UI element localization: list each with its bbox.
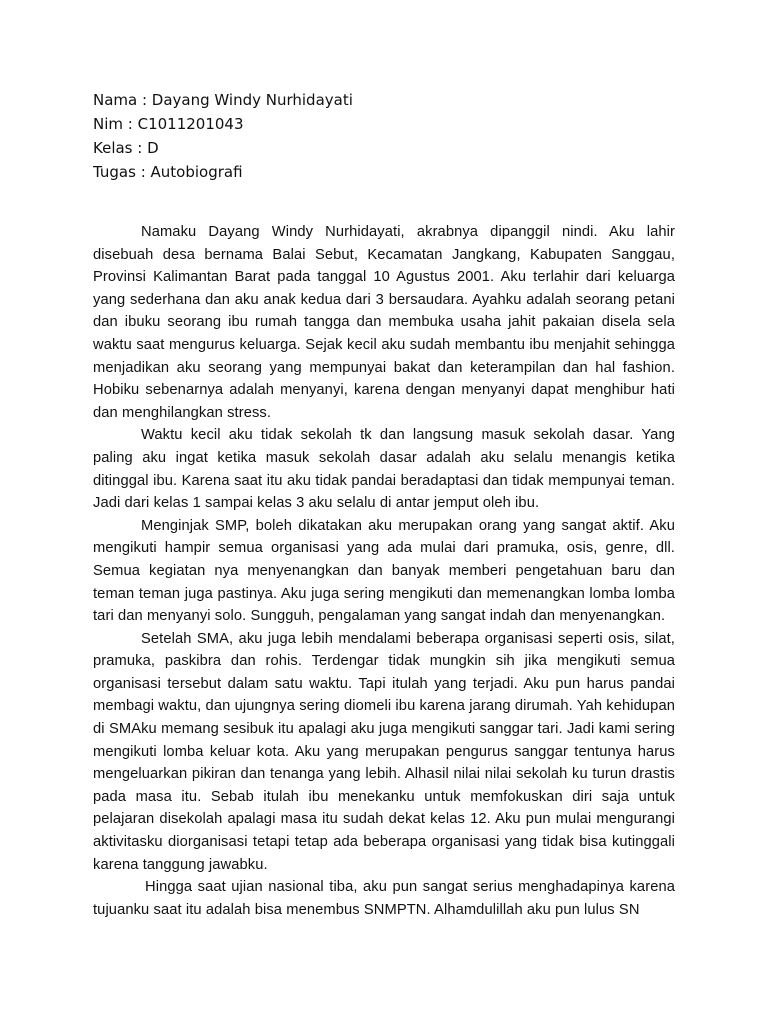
autobiography-body [93, 221, 675, 921]
assignment-line: Tugas : Autobiografi [93, 163, 243, 181]
class-line: Kelas : D [93, 139, 159, 157]
paragraph-4-senior-high: Setelah SMA, aku juga lebih mendalami beberapa organisasi seperti osis, silat, pramuka, paskibra dan rohis. Terdengar tidak mungkin sih jika mengikuti semua organisasi tersebut dalam satu waktu. Tapi itulah yang terjadi. Aku pun harus pandai membagi waktu, dan ujungnya sering diomeli ibu karena jarang dirumah. Yah kehidupan di SMAku memang sesibuk itu apalagi aku juga mengikuti sanggar tari. Jadi kami sering mengikuti lomba keluar kota. Aku yang merupakan pengurus sanggar tentunya harus mengeluarkan pikiran dan tenanga yang lebih. Alhasil nilai nilai sekolah ku turun drastis pada masa itu. Sebab itulah ibu menekanku untuk memfokuskan diri saja untuk pelajaran disekolah apalagi masa itu sudah dekat kelas 12. Aku pun mulai mengurangi aktivitasku diorganisasi tetapi tetap ada beberapa organisasi yang tidak bisa kutinggali karena tanggung jawabku. [93, 630, 675, 873]
name-line: Nama : Dayang Windy Nurhidayati [93, 91, 353, 109]
student-info-header [93, 88, 593, 184]
paragraph-1-childhood-family: Namaku Dayang Windy Nurhidayati, akrabnya dipanggil nindi. Aku lahir disebuah desa bernama Balai Sebut, Kecamatan Jangkang, Kabupaten Sanggau, Provinsi Kalimantan Barat pada tanggal 10 Agustus 2001. Aku terlahir dari keluarga yang sederhana dan aku anak kedua dari 3 bersaudara. Ayahku adalah seorang petani dan ibuku seorang ibu rumah tangga dan membuka usaha jahit pakaian disela sela waktu saat mengurus keluarga. Sejak kecil aku sudah membantu ibu menjahit sehingga menjadikan aku seorang yang mempunyai bakat dan keterampilan dan hal fashion. Hobiku sebenarnya adalah menyanyi, karena dengan menyanyi dapat menghibur hati dan menghilangkan stress. [93, 224, 675, 421]
paragraph-2-elementary-school: Waktu kecil aku tidak sekolah tk dan langsung masuk sekolah dasar. Yang paling aku ingat ketika masuk sekolah dasar adalah aku selalu menangis ketika ditinggal ibu. Karena saat itu aku tidak pandai beradaptasi dan tidak mempunyai teman. Jadi dari kelas 1 sampai kelas 3 aku selalu di antar jemput oleh ibu. [93, 427, 675, 512]
student-id-line: Nim : C1011201043 [93, 115, 244, 133]
paragraph-5-national-exam: Hingga saat ujian nasional tiba, aku pun sangat serius menghadapinya karena tujuanku saat itu adalah bisa menembus SNMPTN. Alhamdulillah aku pun lulus SN [93, 879, 675, 918]
paragraph-3-junior-high: Menginjak SMP, boleh dikatakan aku merupakan orang yang sangat aktif. Aku mengikuti hampir semua organisasi yang ada mulai dari pramuka, osis, genre, dll. Semua kegiatan nya menyenangkan dan banyak memberi pengetahuan baru dan teman teman juga pastinya. Aku juga sering mengikuti dan memenangkan lomba lomba tari dan menyanyi solo. Sungguh, pengalaman yang sangat indah dan menyenangkan. [93, 517, 675, 625]
